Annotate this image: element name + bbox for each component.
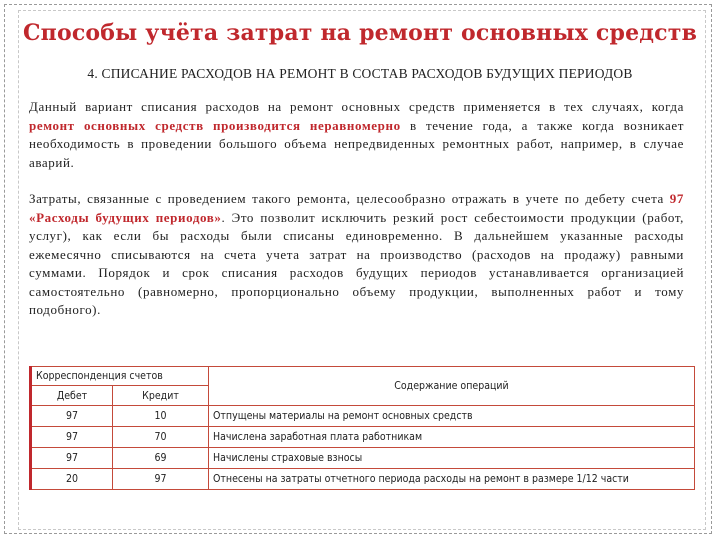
paragraph-1-text-after: в течение года, а также когда возникает необходимость в проведении большого объема непредвиденных ремонтных работ, например, в случае аварий.	[29, 117, 684, 170]
paragraph-2-text-before: Затраты, связанные с проведением такого ремонта, целесообразно отражать в учете по дебету счета	[29, 191, 670, 206]
table-cell-operation: Начислены страховые взносы	[209, 448, 695, 469]
paragraph-2-highlight: 97 «Расходы будущих периодов»	[29, 191, 684, 225]
table-cell-credit: 10	[113, 406, 209, 427]
table-cell-debit: 20	[31, 469, 113, 490]
table-cell-operation: Отпущены материалы на ремонт основных средств	[209, 406, 695, 427]
section-heading: 4. СПИСАНИЕ РАСХОДОВ НА РЕМОНТ В СОСТАВ РАСХОДОВ БУДУЩИХ ПЕРИОДОВ	[87, 66, 633, 81]
table-cell-debit: 97	[31, 406, 113, 427]
table-row	[31, 427, 695, 448]
table-cell-debit: 97	[31, 448, 113, 469]
paragraph-2-text-after: . Это позволит исключить резкий рост себестоимости продукции (работ, услуг), как если бы расходы были списаны единовременно. В дальнейшем указанные расходы ежемесячно списываются на счета учета затрат на производство (расходов на продажу) равными суммами. Порядок и срок списания расходов будущих периодов устанавливается организацией самостоятельно (равномерно, пропорционально объему продукции, выполненных работ и тому подобного).	[29, 209, 685, 317]
table-cell-operation: Отнесены на затраты отчетного периода расходы на ремонт в размере 1/12 части	[209, 469, 695, 490]
slide-title: Способы учёта затрат на ремонт основных средств	[22, 20, 698, 46]
table-row	[31, 406, 695, 427]
paragraph-2	[29, 190, 684, 320]
table-header-debit: Дебет	[31, 386, 113, 406]
paragraph-1	[29, 98, 684, 172]
accounts-table	[29, 366, 695, 490]
table-header-operations: Содержание операций	[209, 367, 695, 406]
table-row	[31, 448, 695, 469]
table-cell-credit: 70	[113, 427, 209, 448]
table-row	[31, 469, 695, 490]
paragraph-1-text-before: Данный вариант списания расходов на ремонт основных средств применяется в тех случаях, когда	[29, 99, 684, 114]
table-cell-debit: 97	[31, 427, 113, 448]
table-cell-credit: 97	[113, 469, 209, 490]
table-header-credit: Кредит	[113, 386, 209, 406]
paragraph-1-highlight: ремонт основных средств производится неравномерно	[29, 117, 401, 133]
table-cell-credit: 69	[113, 448, 209, 469]
table-cell-operation: Начислена заработная плата работникам	[209, 427, 695, 448]
table-header-correspondence: Корреспонденция счетов	[31, 367, 209, 386]
